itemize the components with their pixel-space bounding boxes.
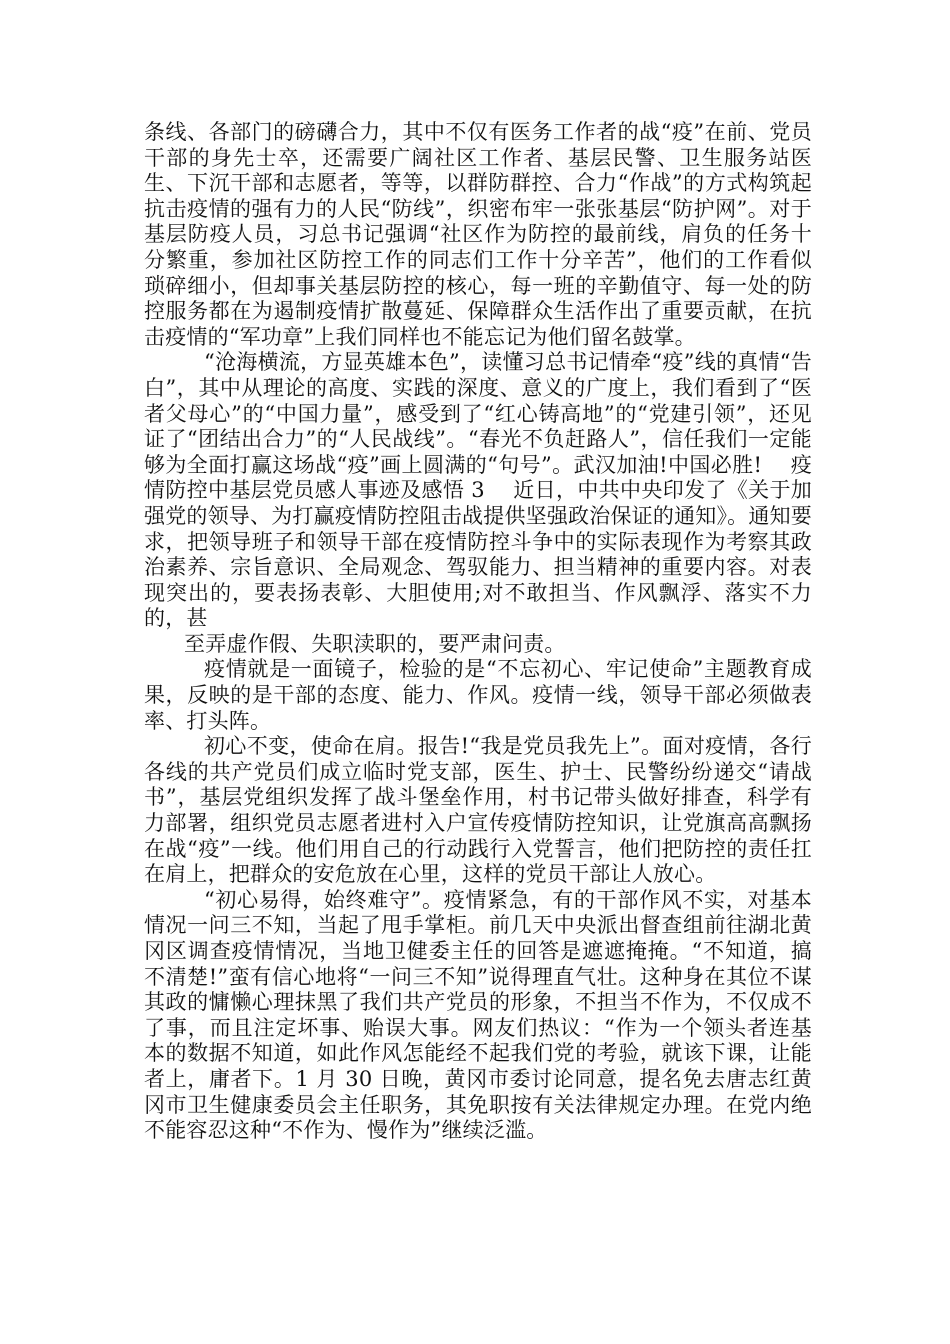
- paragraph-3: 至弄虚作假、失职渎职的，要严肃问责。: [184, 631, 566, 656]
- paragraph-2: “沧海横流，方显英雄本色”，读懂习总书记情牵“疫”线的真情“告白”，其中从理论的高度、实践的深度、意义的广度上，我们看到了“医者父母心”的“中国力量”，感受到了“红心铸高地”的“党建引领”，还见证了“团结出合力”的“人民战线”。“春光不负赶路人”，信任我们一定能够为全面打赢这场战“疫”画上圆满的“句号”。武汉加油!中国必胜! 疫情防控中基层党员感人事迹及感悟 3 近日，中共中央印发了《关于加强党的领导、为打赢疫情防控阻击战提供坚强政治保证的通知》。通知要求，把领导班子和领导干部在疫情防控斗争中的实际表现作为考察其政治素养、宗旨意识、全局观念、驾驭能力、担当精神的重要内容。对表现突出的，要表扬表彰、大胆使用;对不敢担当、作风飘浮、落实不力的，甚: [144, 350, 812, 631]
- document-page: [144, 120, 812, 1144]
- paragraph-1: 条线、各部门的磅礴合力，其中不仅有医务工作者的战“疫”在前、党员干部的身先士卒，还需要广阔社区工作者、基层民警、卫生服务站医生、下沉干部和志愿者，等等，以群防群控、合力“作战”的方式构筑起抗击疫情的强有力的人民“防线”，织密布牢一张张基层“防护网”。对于基层防疫人员，习总书记强调“社区作为防控的最前线，肩负的任务十分繁重，参加社区防控工作的同志们工作十分辛苦”，他们的工作看似琐碎细小，但却事关基层防控的核心，每一班的辛勤值守、每一处的防控服务都在为遏制疫情扩散蔓延、保障群众生活作出了重要贡献，在抗击疫情的“军功章”上我们同样也不能忘记为他们留名鼓掌。: [144, 120, 812, 349]
- paragraph-4: 疫情就是一面镜子，检验的是“不忘初心、牢记使命”主题教育成果，反映的是干部的态度、能力、作风。疫情一线，领导干部必须做表率、打头阵。: [144, 657, 812, 733]
- paragraph-6: “初心易得，始终难守”。疫情紧急，有的干部作风不实，对基本情况一问三不知，当起了甩手掌柜。前几天中央派出督查组前往湖北黄冈区调查疫情情况，当地卫健委主任的回答是遮遮掩掩。“不知道，搞不清楚!”蛮有信心地将“一问三不知”说得理直气壮。这种身在其位不谋其政的慵懒心理抹黑了我们共产党员的形象，不担当不作为，不仅成不了事，而且注定坏事、贻误大事。网友们热议：“作为一个领头者连基本的数据不知道，如此作风怎能经不起我们党的考验，就该下课，让能者上，庸者下。1 月 30 日晚，黄冈市委讨论同意，提名免去唐志红黄冈市卫生健康委员会主任职务，其免职按有关法律规定办理。在党内绝不能容忍这种“不作为、慢作为”继续泛滥。: [144, 887, 812, 1143]
- paragraph-5: 初心不变，使命在肩。报告!“我是党员我先上”。面对疫情，各行各线的共产党员们成立临时党支部，医生、护士、民警纷纷递交“请战书”，基层党组织发挥了战斗堡垒作用，村书记带头做好排查，科学有力部署，组织党员志愿者进村入户宣传疫情防控知识，让党旗高高飘扬在战“疫”一线。他们用自己的行动践行入党誓言，他们把防控的责任扛在肩上，把群众的安危放在心里，这样的党员干部让人放心。: [144, 734, 812, 887]
